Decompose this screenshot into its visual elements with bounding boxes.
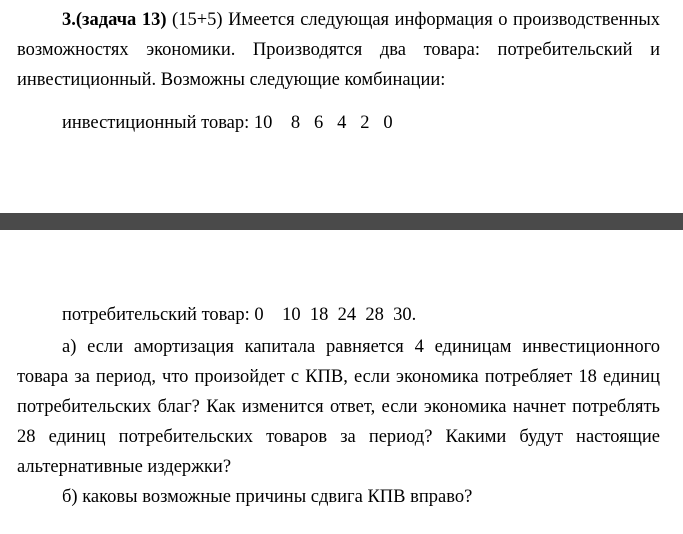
page-divider [0,213,683,230]
task-statement [17,5,660,95]
task-number: 3.(задача 13) [62,10,167,30]
task-line-1 [17,5,660,35]
question-a-line-1: а) если амортизация капитала равняется 4 единицам инвестиционного [62,337,660,357]
question-b [17,482,660,512]
question-a [17,332,660,482]
task-line-3: инвестиционный. Возможны следующие комбинации: [17,70,446,90]
question-a-line-4: 28 единиц потребительских товаров за период? Какими будут настоящие [17,427,660,447]
task-points: (15+5) [172,10,223,30]
task-line-2: возможностях экономики. Производятся два товара: потребительский и [17,40,660,60]
investment-goods-row: инвестиционный товар: 10 8 6 4 2 0 [62,113,393,133]
question-a-line-3: потребительских благ? Как изменится ответ, если экономика начнет потреблять [17,397,660,417]
consumer-goods-row: потребительский товар: 0 10 18 24 28 30. [62,305,417,325]
task-intro-1: Имеется следующая информация о производственных [228,10,661,30]
question-a-line-2: товара за период, что произойдет с КПВ, если экономика потребляет 18 единиц [17,367,660,387]
question-b-line-1: б) каковы возможные причины сдвига КПВ вправо? [62,487,473,507]
question-a-line-5: альтернативные издержки? [17,457,232,477]
